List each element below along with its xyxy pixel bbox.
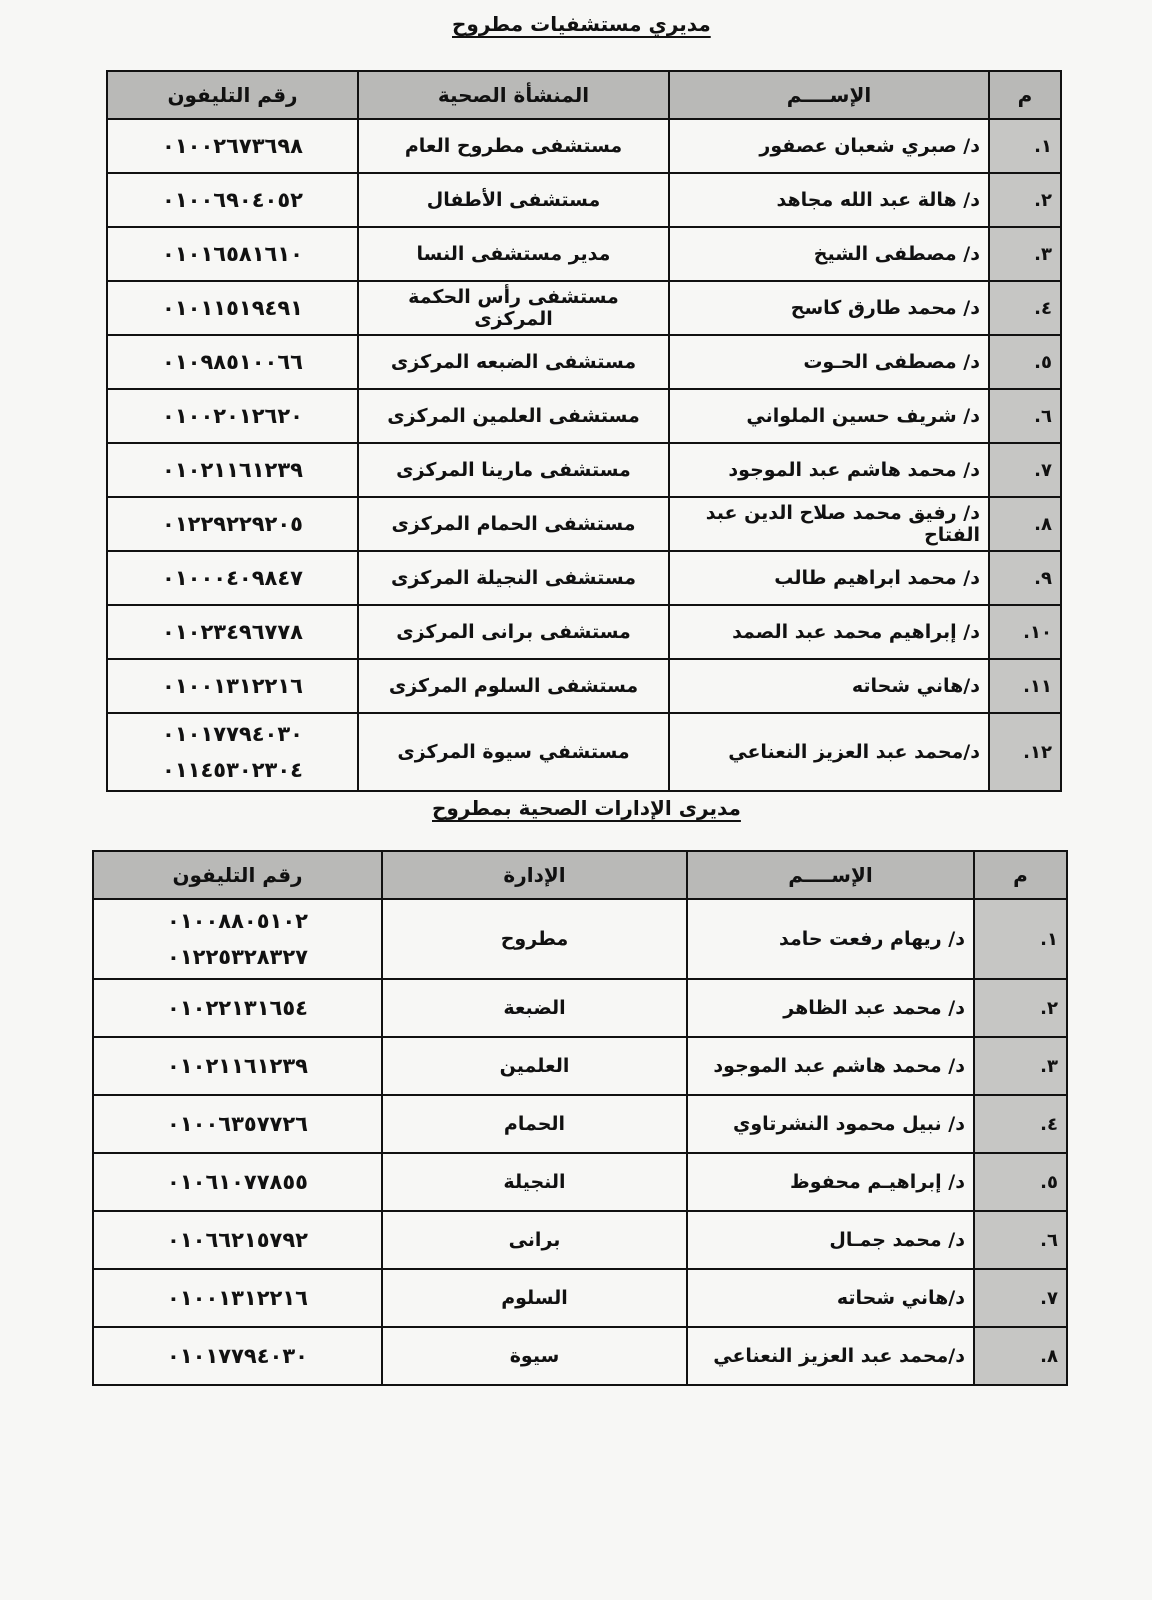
table-row — [107, 713, 1061, 791]
row-number: ٢. — [989, 173, 1061, 227]
facility-name: مستشفى مارينا المركزى — [358, 443, 669, 497]
phone-cell — [93, 1327, 382, 1385]
phone-number: ٠١٠٠٨٨٠٥١٠٢ — [167, 909, 308, 933]
phone-number: ٠١١٤٥٣٠٢٣٠٤ — [162, 758, 303, 782]
person-name: د/ محمد طارق كاسح — [669, 281, 989, 335]
phone-cell — [107, 497, 358, 551]
row-number: ١٢. — [989, 713, 1061, 791]
phone-number: ٠١٠١٦٥٨١٦١٠ — [162, 242, 303, 266]
phone-cell — [107, 335, 358, 389]
person-name: د/ محمد هاشم عبد الموجود — [687, 1037, 974, 1095]
facility-name: مستشفى رأس الحكمة المركزى — [358, 281, 669, 335]
header-facility: المنشأة الصحية — [358, 71, 669, 119]
person-name: د/هاني شحاته — [669, 659, 989, 713]
facility-name: مستشفى الأطفال — [358, 173, 669, 227]
person-name: د/محمد عبد العزيز النعناعي — [687, 1327, 974, 1385]
table-header-row — [93, 851, 1067, 899]
facility-name: مستشفي سيوة المركزى — [358, 713, 669, 791]
header-name: الإســــم — [687, 851, 974, 899]
person-name: د/ محمد ابراهيم طالب — [669, 551, 989, 605]
header-num: م — [989, 71, 1061, 119]
administrations-table — [92, 850, 1068, 1386]
facility-name: مستشفى برانى المركزى — [358, 605, 669, 659]
person-name: د/ مصطفى الحـوت — [669, 335, 989, 389]
table-row — [93, 1211, 1067, 1269]
header-facility: الإدارة — [382, 851, 687, 899]
table-row — [93, 1153, 1067, 1211]
facility-name: العلمين — [382, 1037, 687, 1095]
phone-number: ٠١٠٦١٠٧٧٨٥٥ — [167, 1170, 308, 1194]
row-number: ٤. — [974, 1095, 1067, 1153]
person-name: د/ ريهام رفعت حامد — [687, 899, 974, 979]
facility-name: مستشفى مطروح العام — [358, 119, 669, 173]
phone-number: ٠١٠٠٢٠١٢٦٢٠ — [162, 404, 303, 428]
facility-name: مدير مستشفى النسا — [358, 227, 669, 281]
person-name: د/هاني شحاته — [687, 1269, 974, 1327]
person-name: د/ شريف حسين الملواني — [669, 389, 989, 443]
header-num: م — [974, 851, 1067, 899]
phone-cell — [107, 659, 358, 713]
table-row — [107, 659, 1061, 713]
row-number: ٨. — [989, 497, 1061, 551]
table-row — [107, 281, 1061, 335]
row-number: ٦. — [974, 1211, 1067, 1269]
table-row — [107, 389, 1061, 443]
phone-cell — [93, 1095, 382, 1153]
table-row — [107, 497, 1061, 551]
person-name: د/ محمد هاشم عبد الموجود — [669, 443, 989, 497]
row-number: ٣. — [974, 1037, 1067, 1095]
phone-number: ٠١٠٢٣٤٩٦٧٧٨ — [162, 620, 303, 644]
phone-number: ٠١٠١٧٧٩٤٠٣٠ — [162, 722, 303, 746]
table-row — [107, 227, 1061, 281]
row-number: ٥. — [974, 1153, 1067, 1211]
facility-name: برانى — [382, 1211, 687, 1269]
phone-cell — [93, 1037, 382, 1095]
person-name: د/ رفيق محمد صلاح الدين عبد الفتاح — [669, 497, 989, 551]
facility-name: سيوة — [382, 1327, 687, 1385]
header-phone: رقم التليفون — [93, 851, 382, 899]
phone-cell — [93, 1269, 382, 1327]
phone-cell — [107, 173, 358, 227]
phone-cell — [107, 119, 358, 173]
person-name: د/ مصطفى الشيخ — [669, 227, 989, 281]
phone-number: ٠١٢٢٥٣٢٨٣٢٧ — [167, 945, 308, 969]
phone-number: ٠١٠٠٦٩٠٤٠٥٢ — [162, 188, 303, 212]
person-name: د/ نبيل محمود النشرتاوي — [687, 1095, 974, 1153]
phone-number: ٠١٠٢١١٦١٢٣٩ — [162, 458, 303, 482]
facility-name: مستشفى السلوم المركزى — [358, 659, 669, 713]
phone-cell — [107, 227, 358, 281]
row-number: ٤. — [989, 281, 1061, 335]
facility-name: السلوم — [382, 1269, 687, 1327]
phone-cell — [93, 1153, 382, 1211]
facility-name: مستشفى العلمين المركزى — [358, 389, 669, 443]
phone-number: ٠١٠٠٢٦٧٣٦٩٨ — [162, 134, 303, 158]
row-number: ٧. — [989, 443, 1061, 497]
person-name: د/محمد عبد العزيز النعناعي — [669, 713, 989, 791]
hospitals-table — [106, 70, 1062, 792]
table-row — [107, 173, 1061, 227]
phone-number: ٠١٠٢١١٦١٢٣٩ — [167, 1054, 308, 1078]
phone-cell — [107, 443, 358, 497]
table-row — [93, 1269, 1067, 1327]
table-row — [107, 443, 1061, 497]
phone-number: ٠١٠٠٦٣٥٧٧٢٦ — [167, 1112, 308, 1136]
person-name: د/ صبري شعبان عصفور — [669, 119, 989, 173]
table-row — [107, 551, 1061, 605]
facility-name: الضبعة — [382, 979, 687, 1037]
phone-number: ٠١٠٠١٣١٢٢١٦ — [167, 1286, 308, 1310]
phone-cell — [107, 713, 358, 791]
person-name: د/ محمد عبد الظاهر — [687, 979, 974, 1037]
person-name: د/ هالة عبد الله مجاهد — [669, 173, 989, 227]
table-row — [107, 605, 1061, 659]
facility-name: مطروح — [382, 899, 687, 979]
phone-cell — [93, 1211, 382, 1269]
table-row — [93, 1037, 1067, 1095]
row-number: ١. — [974, 899, 1067, 979]
table-row — [107, 335, 1061, 389]
table-row — [93, 979, 1067, 1037]
row-number: ٨. — [974, 1327, 1067, 1385]
administrations-title: مديرى الإدارات الصحية بمطروح — [432, 796, 741, 820]
phone-number: ٠١٠٢٢١٣١٦٥٤ — [167, 996, 308, 1020]
hospitals-title: مديري مستشفيات مطروح — [452, 12, 711, 36]
row-number: ٢. — [974, 979, 1067, 1037]
phone-number: ٠١٢٢٩٢٢٩٢٠٥ — [162, 512, 303, 536]
phone-number: ٠١٠٠١٣١٢٢١٦ — [162, 674, 303, 698]
row-number: ١٠. — [989, 605, 1061, 659]
phone-number: ٠١٠٩٨٥١٠٠٦٦ — [162, 350, 303, 374]
row-number: ١١. — [989, 659, 1061, 713]
row-number: ٧. — [974, 1269, 1067, 1327]
facility-name: مستشفى الحمام المركزى — [358, 497, 669, 551]
phone-cell — [107, 281, 358, 335]
facility-name: النجيلة — [382, 1153, 687, 1211]
header-name: الإســــم — [669, 71, 989, 119]
facility-name: الحمام — [382, 1095, 687, 1153]
phone-cell — [93, 899, 382, 979]
table-row — [107, 119, 1061, 173]
phone-cell — [107, 551, 358, 605]
phone-number: ٠١٠١١٥١٩٤٩١ — [162, 296, 303, 320]
table-row — [93, 899, 1067, 979]
person-name: د/ محمد جمـال — [687, 1211, 974, 1269]
table-row — [93, 1327, 1067, 1385]
row-number: ٩. — [989, 551, 1061, 605]
facility-name: مستشفى الضبعه المركزى — [358, 335, 669, 389]
row-number: ٦. — [989, 389, 1061, 443]
table-row — [93, 1095, 1067, 1153]
phone-number: ٠١٠٠٠٤٠٩٨٤٧ — [162, 566, 303, 590]
phone-number: ٠١٠٦٦٢١٥٧٩٢ — [167, 1228, 308, 1252]
row-number: ٥. — [989, 335, 1061, 389]
table-header-row — [107, 71, 1061, 119]
phone-cell — [107, 605, 358, 659]
phone-number: ٠١٠١٧٧٩٤٠٣٠ — [167, 1344, 308, 1368]
phone-cell — [107, 389, 358, 443]
facility-name: مستشفى النجيلة المركزى — [358, 551, 669, 605]
person-name: د/ إبراهيم محمد عبد الصمد — [669, 605, 989, 659]
row-number: ١. — [989, 119, 1061, 173]
phone-cell — [93, 979, 382, 1037]
header-phone: رقم التليفون — [107, 71, 358, 119]
person-name: د/ إبراهيـم محفوظ — [687, 1153, 974, 1211]
row-number: ٣. — [989, 227, 1061, 281]
